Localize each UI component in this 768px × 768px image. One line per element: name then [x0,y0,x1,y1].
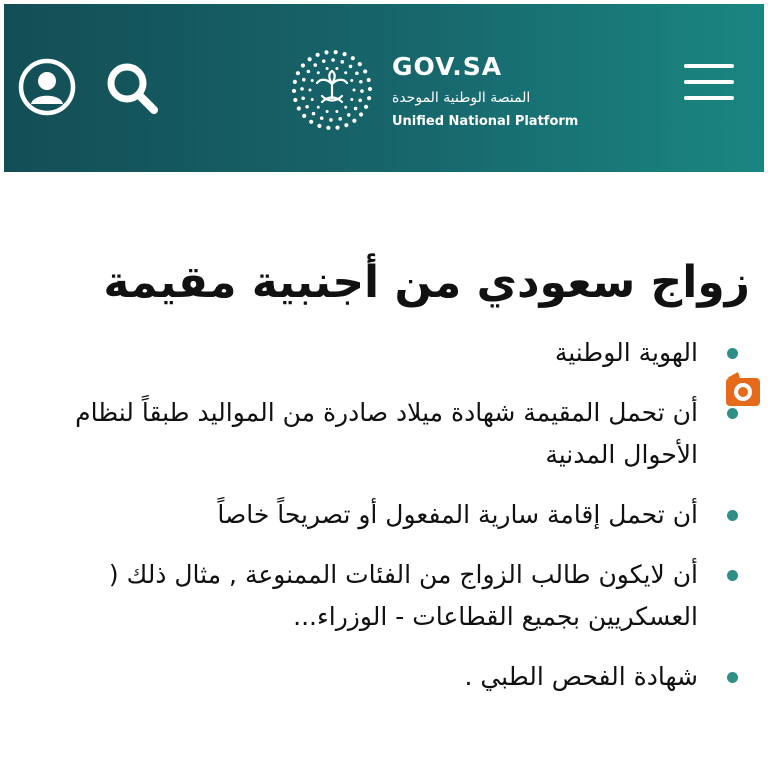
list-item [60,554,760,638]
bullet-icon [727,570,738,581]
brand-subtitle-arabic: المنصة الوطنية الموحدة [392,90,531,106]
bullet-icon [727,672,738,683]
palm-emblem-icon [286,44,378,136]
user-icon[interactable] [18,58,76,116]
brand-subtitle-english: Unified National Platform [392,114,579,129]
requirements-list [60,332,760,698]
page-title: زواج سعودي من أجنبية مقيمة [103,257,750,308]
list-item-text: أن تحمل إقامة سارية المفعول أو تصريحاً خاصاً [217,500,698,529]
list-item-text: أن تحمل المقيمة شهادة ميلاد صادرة من المواليد طبقاً لنظام الأحوال المدنية [75,398,698,469]
list-item [60,494,760,536]
gov-sa-logo[interactable] [286,44,579,136]
bullet-icon [727,348,738,359]
list-item-text: الهوية الوطنية [554,338,698,367]
bullet-icon [727,408,738,419]
list-item [60,392,760,476]
list-item-text: شهادة الفحص الطبي . [464,662,698,691]
brand-title: GOV.SA [392,52,503,81]
list-item [60,656,760,698]
list-item-text: أن لايكون طالب الزواج من الفئات الممنوعة , مثال ذلك ( العسكريين بجميع القطاعات - الوزراء... [108,560,698,631]
search-icon[interactable] [102,58,160,116]
article-content [60,248,760,716]
list-item [60,332,760,374]
hamburger-menu-icon[interactable] [680,58,738,106]
site-header [4,4,764,172]
bullet-icon [727,510,738,521]
camera-logo-icon [724,368,762,408]
